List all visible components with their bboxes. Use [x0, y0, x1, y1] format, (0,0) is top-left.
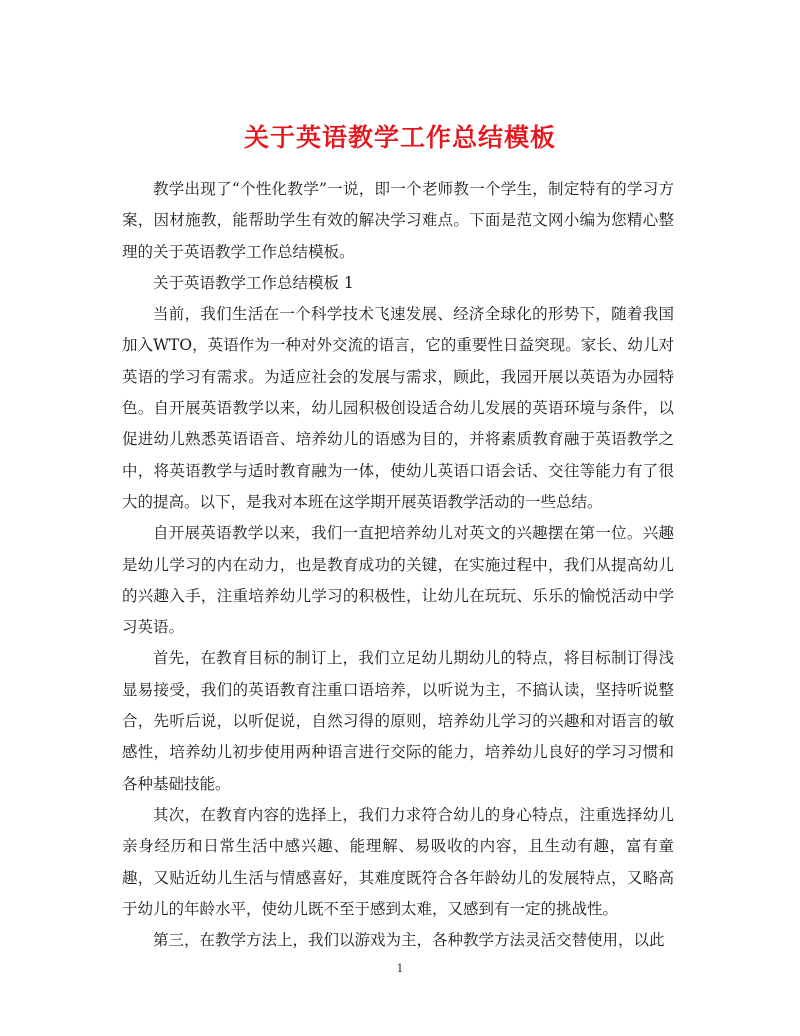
document-body	[122, 174, 674, 956]
paragraph: 第三，在教学方法上，我们以游戏为主，各种教学方法灵活交替使用，以此	[153, 931, 665, 950]
paragraph-intro: 教学出现了“个性化教学”一说，即一个老师教一个学生，制定特有的学习方案，因材施教，能帮助学生有效的解决学习难点。下面是范文网小编为您精心整理的关于英语教学工作总结模板。	[122, 180, 674, 261]
paragraph: 首先，在教育目标的制订上，我们立足幼儿期幼儿的特点，将目标制订得浅显易接受，我们的英语教育注重口语培养，以听说为主，不搞认读，坚持听说整合，先听后说，以听促说，自然习得的原则，培养幼儿学习的兴趣和对语言的敏感性，培养幼儿初步使用两种语言进行交际的能力，培养幼儿良好的学习习惯和各种基础技能。	[122, 649, 674, 793]
paragraph: 自开展英语教学以来，我们一直把培养幼儿对英文的兴趣摆在第一位。兴趣是幼儿学习的内在动力，也是教育成功的关键，在实施过程中，我们从提高幼儿的兴趣入手，注重培养幼儿学习的积极性，让幼儿在玩玩、乐乐的愉悦活动中学习英语。	[122, 524, 674, 637]
page-number: 1	[396, 962, 404, 975]
paragraph: 其次，在教育内容的选择上，我们力求符合幼儿的身心特点，注重选择幼儿亲身经历和日常生活中感兴趣、能理解、易吸收的内容，且生动有趣，富有童趣，又贴近幼儿生活与情感喜好，其难度既符合各年龄幼儿的发展特点，又略高于幼儿的年龄水平，使幼儿既不至于感到太难，又感到有一定的挑战性。	[122, 805, 674, 918]
paragraph: 当前，我们生活在一个科学技术飞速发展、经济全球化的形势下，随着我国加入WTO，英语作为一种对外交流的语言，它的重要性日益突现。家长、幼儿对英语的学习有需求。为适应社会的发展与需求，顾此，我园开展以英语为办园特色。自开展英语教学以来，幼儿园积极创设适合幼儿发展的英语环境与条件，以促进幼儿熟悉英语语音、培养幼儿的语感为目的，并将素质教育融于英语教学之中，将英语教学与适时教育融为一体，使幼儿英语口语会话、交往等能力有了很大的提高。以下，是我对本班在这学期开展英语教学活动的一些总结。	[122, 305, 674, 511]
section-heading: 关于英语教学工作总结模板 1	[153, 273, 354, 292]
document-title: 关于英语教学工作总结模板	[243, 122, 556, 152]
